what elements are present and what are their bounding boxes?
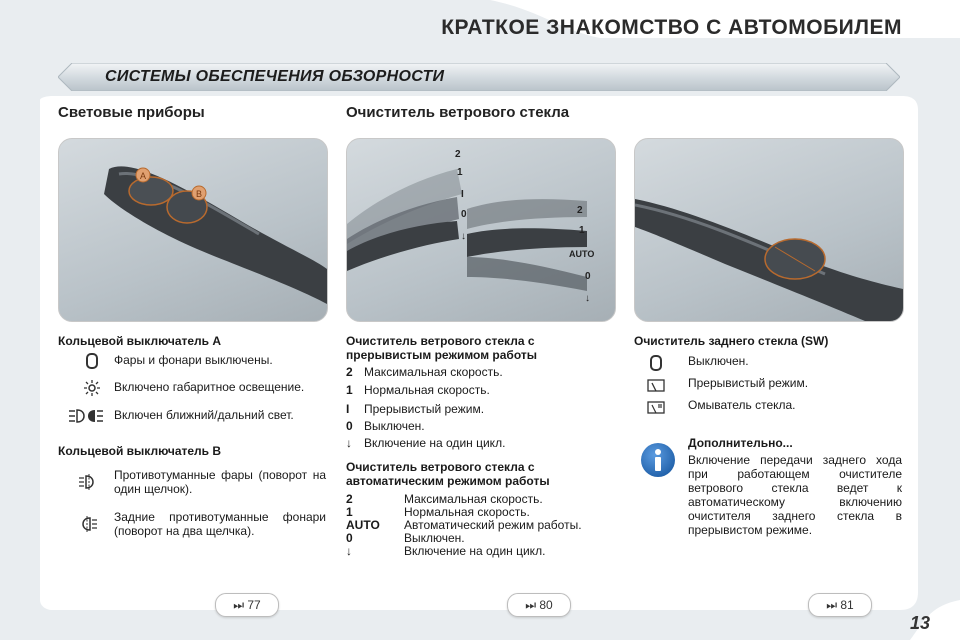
wiper-pos-i: I bbox=[461, 189, 464, 200]
lighting-stalk-image bbox=[59, 139, 327, 321]
photo-label-b: B bbox=[195, 189, 203, 199]
headlights-icon bbox=[66, 405, 106, 427]
auto-key-2: 2 bbox=[346, 492, 353, 506]
page-ref-81[interactable]: ⏭ 81 bbox=[808, 593, 872, 617]
wiper-stalk-image bbox=[347, 139, 615, 321]
front-fog-icon bbox=[74, 471, 102, 493]
switch-b-item-front-fog: Противотуманные фары (поворот на один щелчок). bbox=[114, 468, 326, 496]
section-banner-title: СИСТЕМЫ ОБЕСПЕЧЕНИЯ ОБЗОРНОСТИ bbox=[105, 68, 445, 85]
wiper-pos-0: 0 bbox=[461, 209, 467, 220]
rear-wiper-item-off: Выключен. bbox=[688, 354, 749, 368]
intermittent-item-single: Включение на один цикл. bbox=[364, 436, 506, 450]
intermittent-key-2: 2 bbox=[346, 365, 353, 379]
rear-wiper-intermittent-icon bbox=[642, 375, 670, 397]
intermittent-item-2: Максимальная скорость. bbox=[364, 365, 503, 379]
wiper-section-title: Очиститель ветрового стекла bbox=[346, 104, 570, 121]
auto-item-2: Максимальная скорость. bbox=[404, 492, 543, 506]
auto-key-auto: AUTO bbox=[346, 518, 380, 532]
lights-off-icon bbox=[78, 350, 106, 372]
wiper-pos-2: 2 bbox=[455, 149, 461, 160]
auto-item-0: Выключен. bbox=[404, 531, 465, 545]
rear-wiper-title: Очиститель заднего стекла (SW) bbox=[634, 334, 829, 348]
rear-wiper-item-washer: Омыватель стекла. bbox=[688, 398, 796, 412]
rear-wiper-off-icon bbox=[642, 352, 670, 374]
switch-a-title: Кольцевой выключатель А bbox=[58, 334, 222, 348]
auto-key-1: 1 bbox=[346, 505, 353, 519]
rear-washer-icon bbox=[642, 397, 670, 419]
auto-wiper-pos-single: ↓ bbox=[585, 293, 590, 304]
intermittent-key-0: 0 bbox=[346, 419, 353, 433]
auto-wiper-pos-auto: AUTO bbox=[569, 249, 595, 259]
rear-wiper-stalk-photo bbox=[634, 138, 904, 322]
auto-key-0: 0 bbox=[346, 531, 353, 545]
auto-wiper-pos-1: 1 bbox=[579, 225, 585, 236]
page-header-title: КРАТКОЕ ЗНАКОМСТВО С АВТОМОБИЛЕМ bbox=[441, 16, 902, 39]
auto-item-1: Нормальная скорость. bbox=[404, 505, 530, 519]
switch-b-title: Кольцевой выключатель В bbox=[58, 444, 222, 458]
rear-wiper-stalk-image bbox=[635, 139, 903, 321]
wiper-pos-single: ↓ bbox=[461, 231, 466, 242]
rear-wiper-item-intermittent: Прерывистый режим. bbox=[688, 376, 809, 390]
switch-a-item-off: Фары и фонари выключены. bbox=[114, 353, 273, 367]
info-icon bbox=[640, 442, 676, 478]
automatic-wiper-title: Очиститель ветрового стекла с автоматическим режимом работы bbox=[346, 460, 550, 488]
info-title: Дополнительно... bbox=[688, 436, 793, 450]
photo-label-a: A bbox=[139, 171, 147, 181]
switch-b-item-rear-fog: Задние противотуманные фонари (поворот на два щелчка). bbox=[114, 510, 326, 538]
wiper-stalk-photo bbox=[346, 138, 616, 322]
intermittent-item-1: Нормальная скорость. bbox=[364, 383, 490, 397]
intermittent-key-single: ↓ bbox=[346, 436, 352, 450]
lighting-section-title: Световые приборы bbox=[58, 104, 205, 121]
lighting-stalk-photo bbox=[58, 138, 328, 322]
intermittent-item-0: Выключен. bbox=[364, 419, 425, 433]
intermittent-wiper-title: Очиститель ветрового стекла с прерывистым режимом работы bbox=[346, 334, 537, 362]
parking-lights-icon bbox=[78, 377, 106, 399]
page-ref-77[interactable]: ⏭ 77 bbox=[215, 593, 279, 617]
auto-key-single: ↓ bbox=[346, 544, 352, 558]
intermittent-key-1: 1 bbox=[346, 383, 353, 397]
auto-item-single: Включение на один цикл. bbox=[404, 544, 546, 558]
auto-wiper-pos-0: 0 bbox=[585, 271, 591, 282]
intermittent-item-i: Прерывистый режим. bbox=[364, 402, 485, 416]
rear-fog-icon bbox=[74, 513, 102, 535]
intermittent-key-i: I bbox=[346, 402, 350, 416]
switch-a-item-parking: Включено габаритное освещение. bbox=[114, 380, 305, 394]
wiper-pos-1: 1 bbox=[457, 167, 463, 178]
page-number: 13 bbox=[909, 613, 930, 633]
auto-item-auto: Автоматический режим работы. bbox=[404, 518, 582, 532]
auto-wiper-pos-2: 2 bbox=[577, 205, 583, 216]
page-ref-80[interactable]: ⏭ 80 bbox=[507, 593, 571, 617]
info-text: Включение передачи заднего хода при работающем очистителе ветрового стекла ведет к автоматическому включению очистителя заднего стекла в прерывистом режиме. bbox=[688, 453, 902, 537]
switch-a-item-headlights: Включен ближний/дальний свет. bbox=[114, 408, 294, 422]
